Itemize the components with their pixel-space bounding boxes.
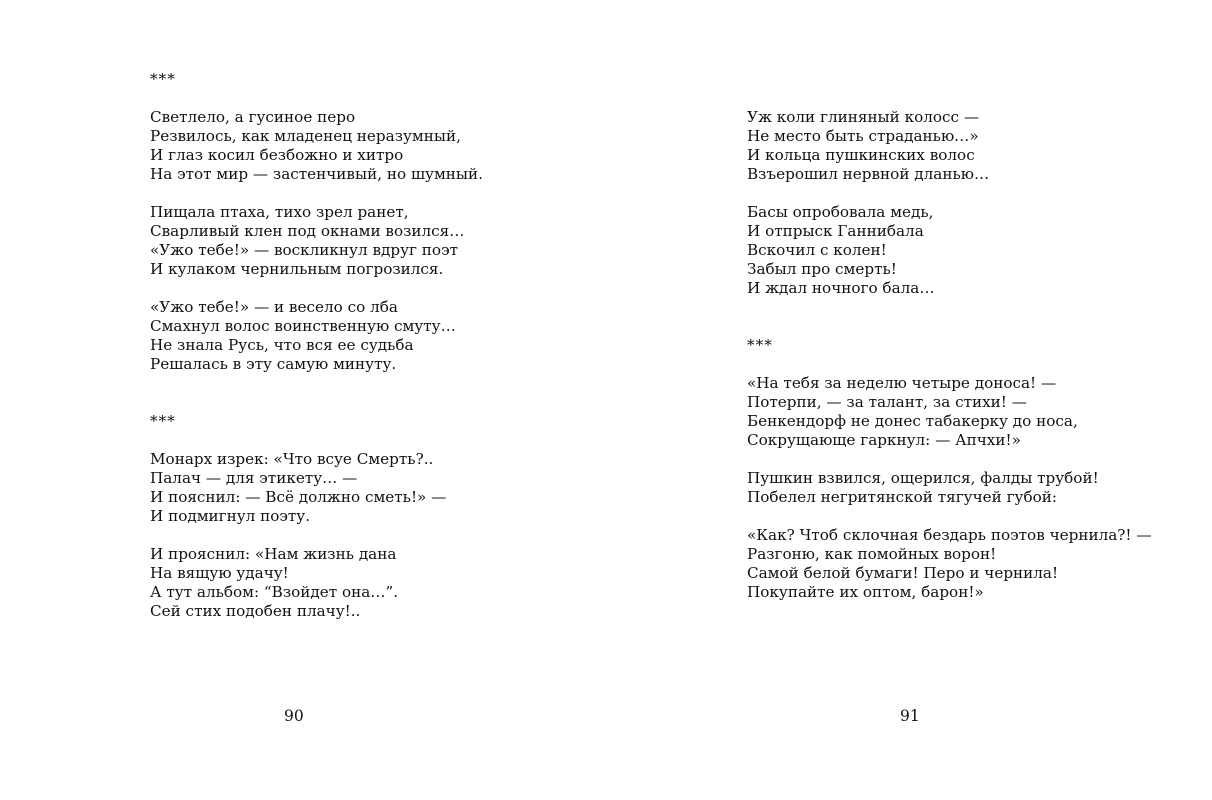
right-poem-column — [747, 108, 1152, 602]
section-separator: *** — [150, 412, 176, 430]
poem-line: Разгоню, как помойных ворон! — [747, 545, 997, 563]
poem-line: Палач — для этикету… — — [150, 469, 358, 487]
poem-line: Уж коли глиняный колосс — — [747, 108, 980, 126]
poem-line: На этот мир — застенчивый, но шумный. — [150, 165, 483, 183]
stanza — [150, 108, 483, 184]
stanza — [747, 469, 1152, 507]
poem-line: Светлело, а гусиное перо — [150, 108, 356, 126]
poem-line: Самой белой бумаги! Перо и чернила! — [747, 564, 1059, 582]
poem-line: Бенкендорф не донес табакерку до носа, — [747, 412, 1078, 430]
poem-line: Сей стих подобен плачу!.. — [150, 602, 361, 620]
poem-line: «На тебя за неделю четыре доноса! — — [747, 374, 1057, 392]
poem-line: И прояснил: «Нам жизнь дана — [150, 545, 397, 563]
page-number: 90 — [284, 707, 304, 725]
poem-line: Резвилось, как младенец неразумный, — [150, 127, 461, 145]
stanza — [747, 203, 1152, 298]
poem-line: Взъерошил нервной дланью… — [747, 165, 990, 183]
poem-line: И глаз косил безбожно и хитро — [150, 146, 404, 164]
poem-line: На вящую удачу! — [150, 564, 289, 582]
section-separator: *** — [150, 70, 176, 88]
poem-line: Вскочил с колен! — [747, 241, 887, 259]
stanza — [150, 545, 483, 621]
poem-line: Смахнул волос воинственную смуту… — [150, 317, 456, 335]
poem-line: «Как? Чтоб склочная бездарь поэтов чернила?! — — [747, 526, 1152, 544]
poem-line: И кулаком чернильным погрозился. — [150, 260, 444, 278]
poem-line: И подмигнул поэту. — [150, 507, 311, 525]
poem-line: Потерпи, — за талант, за стихи! — — [747, 393, 1027, 411]
poem-line: И пояснил: — Всё должно сметь!» — — [150, 488, 447, 506]
poem-line: Покупайте их оптом, барон!» — [747, 583, 984, 601]
stanza — [747, 526, 1152, 602]
poem-line: Пищала птаха, тихо зрел ранет, — [150, 203, 409, 221]
poem-line: Монарх изрек: «Что всуе Смерть?.. — [150, 450, 434, 468]
poem-line: Не знала Русь, что вся ее судьба — [150, 336, 414, 354]
poem-line: И кольца пушкинских волос — [747, 146, 975, 164]
stanza — [150, 203, 483, 279]
poem-line: И отпрыск Ганнибала — [747, 222, 924, 240]
poem-line: Сварливый клен под окнами возился… — [150, 222, 465, 240]
poem-line: «Ужо тебе!» — воскликнул вдруг поэт — [150, 241, 458, 259]
section-separator: *** — [747, 336, 773, 354]
stanza — [150, 450, 483, 526]
stanza — [747, 374, 1152, 450]
poem-line: Не место быть страданью…» — [747, 127, 979, 145]
poem-line: Побелел негритянской тягучей губой: — [747, 488, 1058, 506]
poem-line: А тут альбом: “Взойдет она…”. — [150, 583, 399, 601]
right-page — [606, 0, 1212, 800]
poem-line: Сокрущающе гаркнул: — Апчхи!» — [747, 431, 1021, 449]
poem-line: Решалась в эту самую минуту. — [150, 355, 397, 373]
poem-line: Басы опробовала медь, — [747, 203, 934, 221]
poem-line: «Ужо тебе!» — и весело со лба — [150, 298, 398, 316]
poem-line: Забыл про смерть! — [747, 260, 897, 278]
left-poem-column — [150, 70, 483, 621]
stanza — [150, 298, 483, 374]
poem-line: Пушкин взвился, ощерился, фалды трубой! — [747, 469, 1099, 487]
page-number: 91 — [900, 707, 920, 725]
stanza — [747, 108, 1152, 184]
poem-line: И ждал ночного бала… — [747, 279, 935, 297]
